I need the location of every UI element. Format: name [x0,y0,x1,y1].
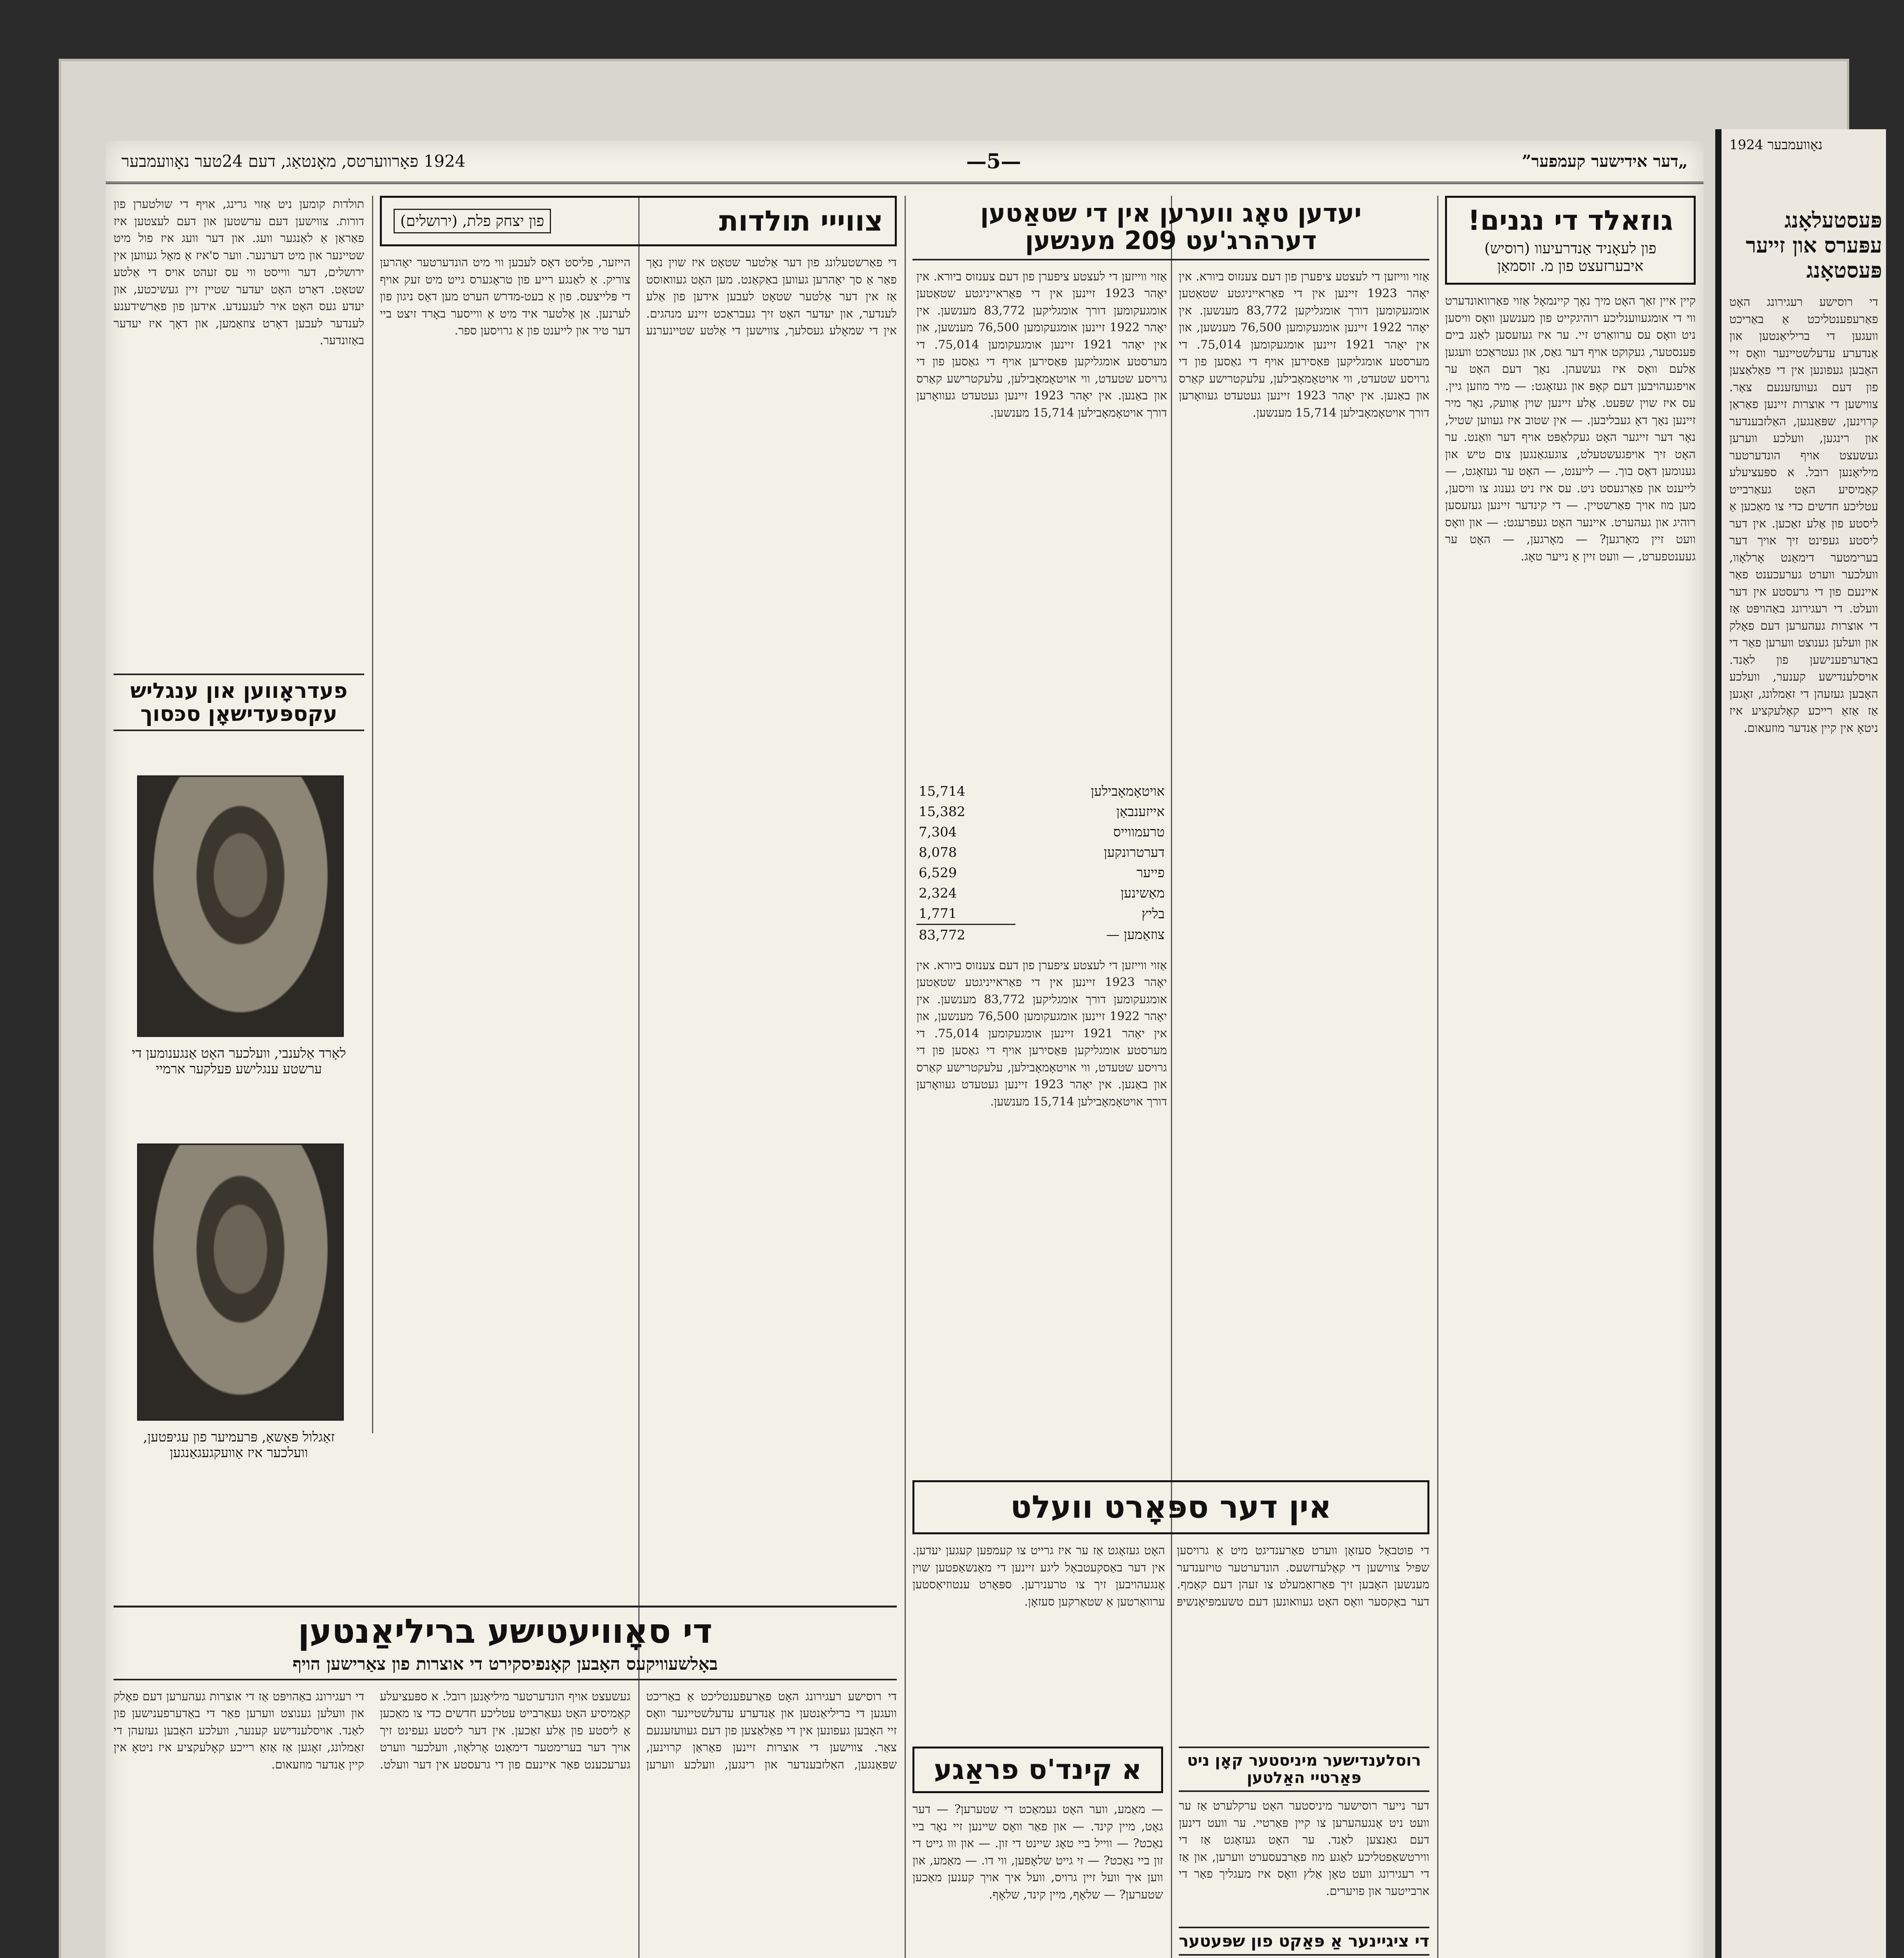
table-cell-label: טרעמווייס [1113,824,1165,840]
running-head-date: 1924 פאָרווערטס, מאָנטאַג, דעם 24טער נאָוועמבער [121,152,466,171]
table-row [916,842,1167,863]
running-head [106,141,1703,184]
article-headline: רוסלענדישער מיניסטער קאָן ניט פּאַרטיי האַלטען [1179,1747,1429,1792]
article-pictures [380,196,897,1590]
statistics-column [916,268,1167,1435]
headline-box [380,196,897,246]
headline-box [1445,196,1696,285]
article-headline: יעדען טאָג ווערען אין די שטאַטען דערהרג'עט 209 מענשען [912,196,1429,260]
article-body: די רוסישע רעגירונג האָט פאַרעפענטליכט אַ באַריכט וועגען די בריליאַנטען און אַנדערע עדעלשטיינער וואָס זיי האָבען געפונען אין די פאַלאַצען פון דעם געוועזענעם צאַר. צווישען די אוצרות זיינען פאַראַן קרוינען, שפּאַנגען, האַלזבענדער און רינגען, וועלכע ווערען געשעצט אויף הונדערטער מיליאָנען רובל. א ספּעציעלע קאָמיסיע האָט געאַרבייט עטליכע חדשים כדי צו מאַכען אַ ליסטע פון אַלע זאַכען. אין דער ליסטע געפינט זיך אויך דער בערימטער דימאַנט אָרלאָוו, וועלכער ווערט גערעכענט פאַר איינעם פון די גרעסטע אין דער וועלט. די רעגירונג באַהויפּט אַז די אוצרות געהערען דעם פאָלק און וועלען גענוצט ווערען פאַר די באַדערפענישען פון לאַנד. אויסלענדישע קענער, וועלכע האָבען געזעהן די זאַמלונג, זאָגען אַז אַזאַ רייכע קאָלעקציע איז ניטאָ אין קיין אַנדער מוזעאום. [114,1689,897,1772]
article-body: די פאַרשטעלונג פון דער אַלטער שטאָט איז שוין נאָך פאַר אַ סך יאָהרען געווען באַקאַנט. מען האָט געוואוסט אַז אין דער אַלטער שטאָט לעבען אידען פון אַלע לענדער, און יעדער האָט זיך געבראַכט זיינע מנהגים. אין די שמאָלע געסלעך, צווישען די אַלטע שטיינערנע הייזער, פליסט דאָס לעבען ווי מיט הונדערטער יאָהרען צוריק. אַ לאַנגע רייע פון טראָגערס גייט מיט זעק אויף די פּלייצעס. פון אַ בעט-מדרש הערט מען דאָס ניגון פון לערנען. אַן אַלטער איד מיט אַ ווייסער באָרד זיצט ביי דער טיר און לייענט פון אַ גרויסען ספר. [380,256,897,338]
adjacent-page-date: 1924 נאָוועמבער [1729,137,1823,153]
article-childs-question [912,1747,1163,1958]
total-label: צוזאַמען — [1106,927,1165,943]
adjacent-page [1715,129,1886,1958]
article-subhead: באָלשעוויקעס האָבען קאָנפיסקירט די אוצרות פון צאַרישען הויף [114,1654,897,1680]
portrait-caption: זאַגלול פּאַשאַ, פּרעמיער פון עגיפּטען, וועלכער איז אַוועקגעגאַנגען [143,1429,335,1461]
article-headline: צווייי תולדות [719,204,883,237]
article-headline: גוזאלד די נגנים! [1467,204,1673,237]
adjacent-page-text: די רוסישע רעגירונג האָט פאַרעפענטליכט אַ באַריכט וועגען די בריליאַנטען און אַנדערע עדעלשטיינער וואָס זיי האָבען געפונען אין די פאַלאַצען פון דעם געוועזענעם צאַר. צווישען די אוצרות זיינען פאַראַן קרוינען, שפּאַנגען, האַלזבענדער און רינגען, וועלכע ווערען געשעצט אויף הונדערטער מיליאָנען רובל. א ספּעציעלע קאָמיסיע האָט געאַרבייט עטליכע חדשים כדי צו מאַכען אַ ליסטע פון אַלע זאַכען. אין דער ליסטע געפינט זיך אויך דער בערימטער דימאַנט אָרלאָוו, וועלכער ווערט גערעכענט פאַר איינעם פון די גרעסטע אין דער וועלט. די רעגירונג באַהויפּט אַז די אוצרות געהערען דעם פאָלק און וועלען גענוצט ווערען פאַר די באַדערפענישען פון לאַנד. אויסלענדישע קענער, וועלכע האָבען געזעהן די זאַמלונג, זאָגען אַז אַזאַ רייכע קאָלעקציע איז ניטאָ אין קיין אַנדער מוזעאום. [1729,295,1878,735]
table-cell-value: 15,382 [919,804,965,820]
newspaper-page [106,141,1703,1958]
article-headline: די ציגיינער אַ פּאַקט פון שפּעטער [1179,1927,1429,1956]
column-rule [372,196,373,1433]
article-sports [912,1480,1429,1731]
statistics-table [916,781,1167,945]
article-body: — מאַמע, ווער האָט געמאַכט די שטערען? — דער גאָט, מיין קינד. — און פאַר וואָס שיינען זיי נאָר ביי נאַכט? — ווייל ביי טאָג שיינט די זון. — און ווו גייט די זון ביי נאַכט? — זי גייט שלאָפען, ווי דו. — מאַמע, און ווען איך וועל זיין גרויס, וועל איך אויך קענען מאַכען שטערען? — שלאָף, מיין קינד, שלאָף. [912,1803,1163,1902]
portrait-photo-zaghlul [137,1143,344,1421]
table-cell-value: 6,529 [919,865,957,881]
portrait-photo-allenby [137,775,344,1037]
page-number: —5— [966,149,1021,173]
article-history-column [114,196,364,658]
table-cell-label: דערטרונקען [1104,844,1165,860]
table-cell-value: 1,771 [919,905,957,921]
article-body: דער נייער רוסישער מיניסטער האָט ערקלערט אַז ער וועט ניט אָנגעהערען צו קיין פּאַרטיי. ער וועט דינען דעם גאַנצען לאַנד. ער האָט געזאָגט אַז די ווירטשאַפטליכע לאַגע מוז פאַרבעסערט ווערען, און אַז די רעגירונג וועט טאָן אַלץ וואָס איז מעגליך פאַר די ארבייטער און פויערים. [1179,1799,1429,1898]
article-byline: פון לעאָניד אַנדרעיעוו (רוסיש) איבערזעצט פון מ. זוסמאַן [1484,240,1657,275]
table-row [916,863,1167,883]
article-russian-minister [1179,1747,1429,1911]
running-head-paper: „דער אידישער קעמפער” [1522,152,1688,171]
adjacent-page-headline: פּעסטעלאָנג עפּערס און זייער פּעסטאָנג [1745,208,1882,283]
table-cell-value: 15,714 [919,783,965,799]
table-row [916,903,1167,925]
table-cell-label: אייזענבאַן [1116,804,1165,820]
table-row [916,822,1167,842]
article-headline: די סאָוויעטישע בריליאַנטען [114,1606,897,1650]
table-row [916,883,1167,903]
article-body-continued: אַזוי ווייזען די לעצטע ציפערן פון דעם צענזוס ביורא. אין יאָהר 1923 זיינען אין די פאַראייניגטע שטאַטען אומגעקומען דורך אומגליקען 83,772 מענשען. אין יאָהר 1922 זיינען אומגעקומען 76,500 מענשען, און אין יאָהר 1921 זיינען אומגעקומען 75,014. די מערסטע אומגליקען פּאַסירען אויף די גאַסען פון די גרויסע שטעדט, ווי אויטאָמאָבילען, עלעקטרישע קאַרס און באַנען. אין יאָהר 1923 זיינען געטעדט געוואָרען דורך אויטאָמאָבילען 15,714 מענשען. [916,958,1167,1109]
table-row [916,802,1167,822]
column-rule [905,196,906,1958]
article-headline: א קינד'ס פראַגע [912,1747,1163,1793]
article-body: תולדות קומען ניט אַזוי גרינג, אויף די שולטערן פון דורות. צווישען דעם ערשטען און דעם לעצטען איז פאַראַן אַ לאַנגער וועג. און דער וועג איז פול מיט שטיינער און מיט דערנער. ווער ס'איז אַ מאָל געווען אין ירושלים, דער ווייסט ווי עס זעהט אויס די אַלטע שטאָט. דאָרט האָט יעדער שטיין זיין געשיכטע, און יעדע געס האָט איר לעגענדע. אידען פון פאַרשידענע לענדער לעבען דאָרט צוזאַמען, און דאָך איז יעדער באַזונדער. [114,197,364,347]
table-cell-value: 2,324 [919,885,957,901]
table-cell-label: בליץ [1142,906,1165,922]
article-byline: פון יצחק פלת, (ירושלים) [394,209,551,233]
article-body-continued: אַזוי ווייזען די לעצטע ציפערן פון דעם צענזוס ביורא. אין יאָהר 1923 זיינען אין די פאַראייניגטע שטאַטען אומגעקומען דורך אומגליקען 83,772 מענשען. אין יאָהר 1922 זיינען אומגעקומען 76,500 מענשען, און אין יאָהר 1921 זיינען אומגעקומען 75,014. די מערסטע אומגליקען פּאַסירען אויף די גאַסען פון די גרויסע שטעדט, ווי אויטאָמאָבילען, עלעקטרישע קאַרס און באַנען. אין יאָהר 1923 זיינען געטעדט געוואָרען דורך אויטאָמאָבילען 15,714 מענשען. [916,269,1167,420]
portrait-caption: לאָרד אַלענבי, וועלכער האָט אַנגענומען די ערשטע ענגלישע פעלקער ארמיי [132,1046,346,1077]
table-cell-value: 7,304 [919,824,957,840]
total-value: 83,772 [916,924,1015,945]
article-body: די פוטבאָל סעזאָן ווערט פאַרענדיגט מיט אַ גרויסען שפּיל צווישען די קאַלעדזשעס. הונדערטער טויזענדער מענשען האָבען זיך פאַרזאַמעלט צו זעהן דעם קאַמף. דער באָקסער וואָס האָט געוואונען דעם טשעמפּיאָנשיפּ האָט געזאָגט אַז ער איז גרייט צו קעמפען קעגען יעדען. אין דער באַסקעטבאָל ליגע זיינען די מאַנשאַפטען שוין אָנגעהויבען זיך צו טרענירען. ספּאָרט ענטוזיאַסטען ערוואַרטען אַ שטאַרקען סעזאָן. [912,1544,1429,1609]
article-body: אַזוי ווייזען די לעצטע ציפערן פון דעם צענזוס ביורא. אין יאָהר 1923 זיינען אין די פאַראייניגטע שטאַטען אומגעקומען דורך אומגליקען 83,772 מענשען. אין יאָהר 1922 זיינען אומגעקומען 76,500 מענשען, און אין יאָהר 1921 זיינען אומגעקומען 75,014. די מערסטע אומגליקען פּאַסירען אויף די גאַסען פון די גרויסע שטעדט, ווי אויטאָמאָבילען, עלעקטרישע קאַרס און באַנען. אין יאָהר 1923 זיינען געטעדט געוואָרען דורך אויטאָמאָבילען 15,714 מענשען. [1179,269,1429,420]
table-cell-label: מאַשינען [1120,885,1165,901]
article-gypsies [1179,1927,1429,1958]
table-row [916,781,1167,802]
article-born-children [1445,196,1696,1958]
article-headline: אין דער ספּאָרט וועלט [912,1480,1429,1534]
article-statistics [912,196,1429,1465]
column-rule [1437,196,1438,1958]
article-headline: פעדראָווען און ענגליש עקספּעדישאָן סכּסוך [114,674,364,731]
table-row [916,924,1167,945]
table-cell-value: 8,078 [919,844,957,860]
table-cell-label: אויטאָמאָבילען [1091,783,1165,799]
article-soviet-diamonds [114,1606,897,1958]
article-body: קיין איין זאַך האָט מיך נאָך קיינמאָל אַזוי פאַרוואונדערט ווי די אומגעווענליכע רוהיגקייט פון מענשען וואָס וויסען ניט וואָס עס ערוואַרט זיי. ער איז געזעסען לאַנג ביים פענסטער, געקוקט אויף דער גאַס, און געטראַכט וועגען אַלעם וואָס איז געשעהן. נאָך דעם האָט ער אויפגעהויבען דעם קאָפּ און געזאָגט: — מיר מוזען גיין. עס איז שוין שפּעט. אַלע זיינען שוין אַוועק, נאָר מיר זיינען נאָך דאָ געבליבען. — אין שטוב איז געווען שטיל, נאָר דער זייגער האָט געקלאַפּט אויף דער וואַנט. ער האָט זיך אויפגעשטעלט, צוגעגאַנגען צום טיש און גענומען דאָס בוך. — לייענט, — האָט ער געזאָגט, — לייענט און פאַרגעסט ניט. עס איז ניט גענוג צו וויסען, מען מוז אויך פאַרשטיין. — די קינדער זיינען געזעסען רוהיג און געהערט. איינער האָט געפרעגט: — און וואָס וועט זיין מאָרגען? — מאָרגען, — האָט ער געענטפערט, — וועט זיין אַ נייער טאָג. [1445,294,1696,564]
table-cell-label: פייער [1136,865,1165,881]
